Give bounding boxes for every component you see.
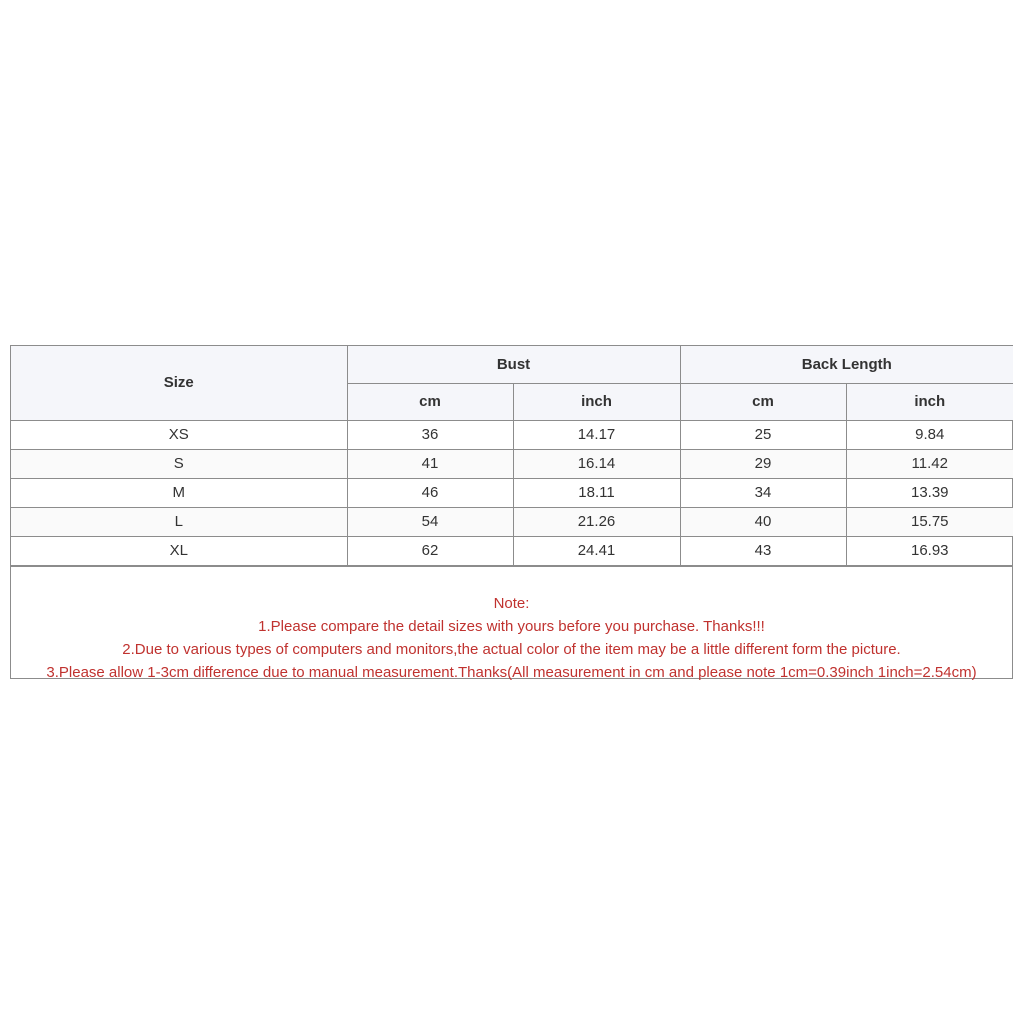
cell-back-cm: 29 (680, 449, 846, 478)
table-row (11, 536, 1013, 565)
note-line-3: 3.Please allow 1-3cm difference due to manual measurement.Thanks(All measurement in cm and please note 1cm=0.39inch 1inch=2.54cm) (46, 663, 977, 681)
cell-back-cm: 34 (680, 478, 846, 507)
size-table (11, 346, 1013, 566)
cell-size: XS (11, 420, 347, 449)
cell-back-inch: 16.93 (846, 536, 1013, 565)
cell-back-inch: 11.42 (846, 449, 1013, 478)
cell-back-cm: 25 (680, 420, 846, 449)
cell-size: S (11, 449, 347, 478)
cell-size: M (11, 478, 347, 507)
note-line-1: 1.Please compare the detail sizes with yours before you purchase. Thanks!!! (258, 617, 765, 635)
cell-back-inch: 15.75 (846, 507, 1013, 536)
cell-bust-cm: 62 (347, 536, 513, 565)
notes-section (11, 566, 1012, 681)
cell-bust-cm: 46 (347, 478, 513, 507)
cell-back-inch: 13.39 (846, 478, 1013, 507)
header-row-top (11, 346, 1013, 383)
table-row (11, 507, 1013, 536)
cell-back-inch: 9.84 (846, 420, 1013, 449)
table-body (11, 420, 1013, 565)
header-bust: Bust (347, 346, 680, 383)
size-chart (10, 345, 1013, 679)
cell-back-cm: 43 (680, 536, 846, 565)
cell-bust-inch: 24.41 (513, 536, 680, 565)
note-line-2: 2.Due to various types of computers and monitors,the actual color of the item may be a little different form the picture. (122, 640, 901, 658)
header-back-inch: inch (846, 383, 1013, 420)
table-row (11, 420, 1013, 449)
cell-bust-cm: 36 (347, 420, 513, 449)
table-header (11, 346, 1013, 420)
cell-bust-cm: 54 (347, 507, 513, 536)
header-bust-cm: cm (347, 383, 513, 420)
table-row (11, 449, 1013, 478)
header-bust-inch: inch (513, 383, 680, 420)
header-back-length: Back Length (680, 346, 1013, 383)
cell-back-cm: 40 (680, 507, 846, 536)
cell-bust-cm: 41 (347, 449, 513, 478)
cell-size: XL (11, 536, 347, 565)
header-back-cm: cm (680, 383, 846, 420)
header-size: Size (11, 346, 347, 420)
cell-size: L (11, 507, 347, 536)
cell-bust-inch: 18.11 (513, 478, 680, 507)
cell-bust-inch: 16.14 (513, 449, 680, 478)
cell-bust-inch: 21.26 (513, 507, 680, 536)
table-row (11, 478, 1013, 507)
cell-bust-inch: 14.17 (513, 420, 680, 449)
notes-title: Note: (493, 594, 530, 612)
